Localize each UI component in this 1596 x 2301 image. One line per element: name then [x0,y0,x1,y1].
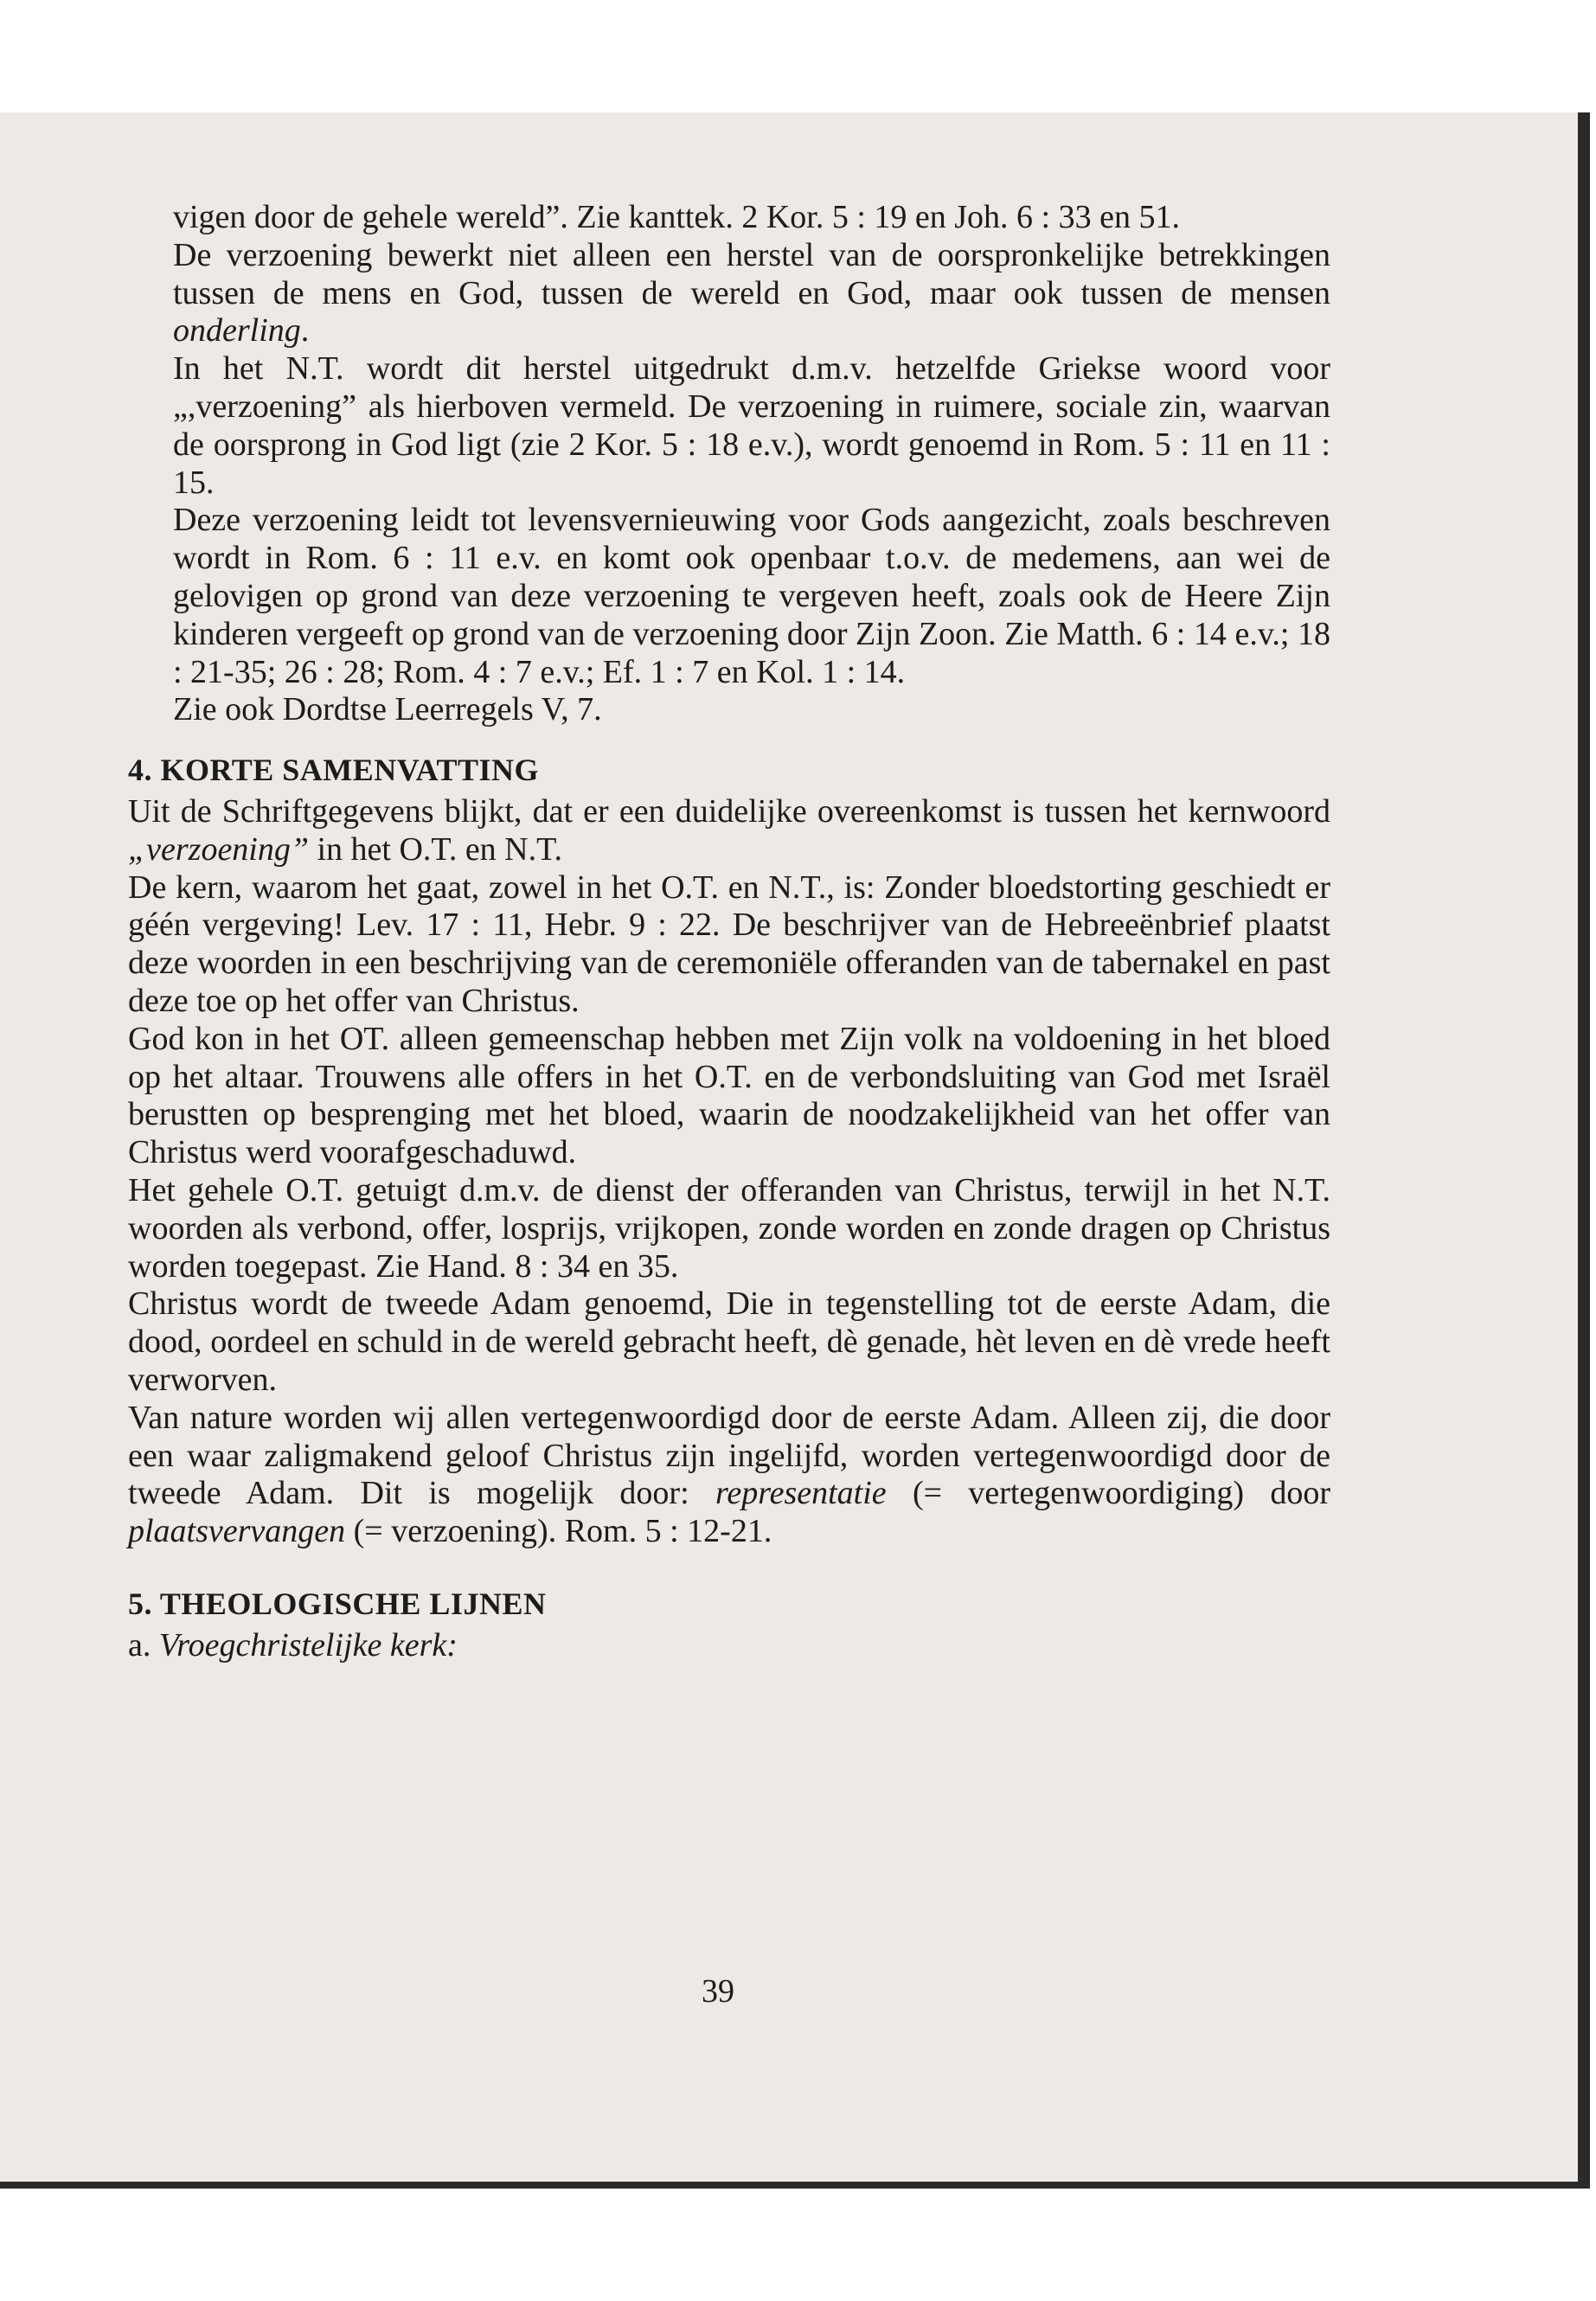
section-4-heading: 4. KORTE SAMENVATTING [128,753,539,788]
text-run: Uit de Schriftgegevens blijkt, dat er een duidelijke overeenkomst is tussen het kernwoord [128,792,1330,830]
paragraph-world [173,199,1330,237]
section-3-continuation [128,199,1330,729]
text-run: Zie ook Dordtse Leerregels V, 7. [173,691,602,728]
page-text [128,199,1330,1664]
emphasis-plaatsvervangen: plaatsvervangen [128,1513,346,1550]
list-item-a [128,1627,1330,1665]
text-run: (= verzoening). Rom. 5 : 12-21. [345,1513,772,1550]
paragraph-testimony [128,1172,1330,1285]
section-4-body [128,793,1330,1551]
list-item-label: a. [128,1626,159,1663]
text-run: De kern, waarom het gaat, zowel in het O.T. en N.T., is: Zonder bloedstorting geschiedt er géén vergeving! Lev. 17 : 11, Hebr. 9 : 22. De beschrijver van de Hebreeënbrief plaatst deze woorden in een beschrijving van de ceremoniële offeranden van de tabernakel en past deze toe op het offer van Christus. [128,868,1330,1019]
paragraph-restoration [173,237,1330,350]
paragraph-summary-intro [128,793,1330,869]
text-run: . [300,312,310,349]
text-run: In het N.T. wordt dit herstel uitgedrukt d.m.v. hetzelfde Griekse woord voor „,verzoening” als hierboven vermeld. De verzoening in ruimere, sociale zin, waarvan de oorsprong in God ligt (zie 2 Kor. 5 : 18 e.v.), wordt genoemd in Rom. 5 : 11 en 11 : 15. [173,350,1330,501]
paragraph-second-adam [128,1285,1330,1399]
list-item-text: Vroegchristelijke kerk: [158,1626,458,1663]
paragraph-dordt [173,691,1330,729]
paragraph-renewal [173,502,1330,691]
paragraph-old-testament [128,1021,1330,1172]
page-number: 39 [702,1973,734,2009]
paragraph-representation [128,1400,1330,1551]
text-run: De verzoening bewerkt niet alleen een herstel van de oorspronkelijke betrekkingen tussen de mens en God, tussen de wereld en God, maar ook tussen de mensen [173,236,1330,311]
emphasis-representatie: representatie [715,1475,887,1512]
text-run: in het O.T. en N.T. [309,830,563,868]
emphasis-onderling: onderling [173,312,301,349]
section-5-heading: 5. THEOLOGISCHE LIJNEN [128,1586,547,1621]
text-run: God kon in het OT. alleen gemeenschap hebben met Zijn volk na voldoening in het bloed op het altaar. Trouwens alle offers in het O.T. en de verbondsluiting van God met Israël berustten op besprenging met het bloed, waarin de noodzakelijkheid van het offer van Christus werd voorafgeschaduwd. [128,1020,1330,1171]
text-run: Het gehele O.T. getuigt d.m.v. de dienst der offeranden van Christus, terwijl in het N.T. woorden als verbond, offer, losprijs, vrijkopen, zonde worden en zonde dragen op Christus worden toegepast. Zie Hand. 8 : 34 en 35. [128,1171,1330,1285]
text-run: Van nature worden wij allen vertegenwoordigd door de eerste Adam. Alleen zij, die door een waar zaligmakend geloof Christus zijn ingelijfd, worden vertegenwoordigd door de tweede Adam. Dit is mogelijk door: [128,1399,1330,1512]
emphasis-verzoening: „verzoening” [128,830,309,868]
text-run: (= vertegenwoordiging) door [886,1475,1330,1512]
text-run: Christus wordt de tweede Adam genoemd, Die in tegenstelling tot de eerste Adam, die dood, oordeel en schuld in de wereld gebracht heeft, dè genade, hèt leven en dè vrede heeft verworven. [128,1285,1330,1398]
paragraph-core [128,869,1330,1021]
text-run: vigen door de gehele wereld”. Zie kanttek. 2 Kor. 5 : 19 en Joh. 6 : 33 en 51. [173,199,1180,235]
text-run: Deze verzoening leidt tot levensvernieuwing voor Gods aangezicht, zoals beschreven wordt in Rom. 6 : 11 e.v. en komt ook openbaar t.o.v. de medemens, aan wei de gelovigen op grond van deze verzoening te vergeven heeft, zoals ook de Heere Zijn kinderen vergeeft op grond van de verzoening door Zijn Zoon. Zie Matth. 6 : 14 e.v.; 18 : 21-35; 26 : 28; Rom. 4 : 7 e.v.; Ef. 1 : 7 en Kol. 1 : 14. [173,502,1330,690]
paragraph-new-testament [173,350,1330,502]
